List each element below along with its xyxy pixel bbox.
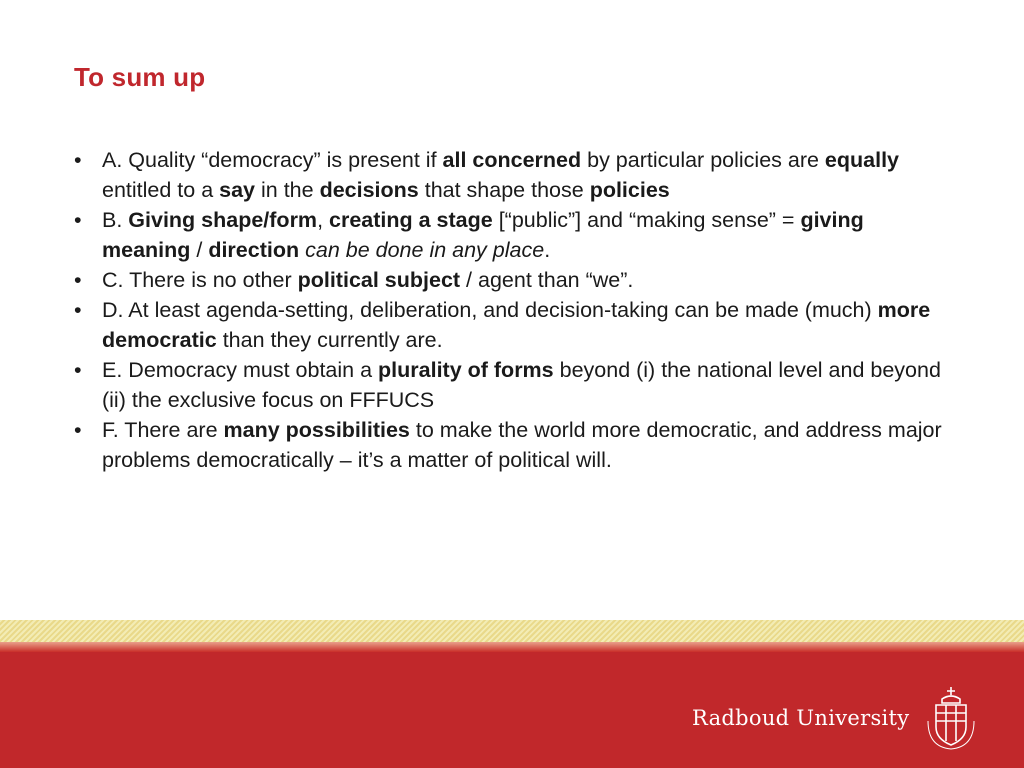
bullet-text-segment: more democratic bbox=[102, 298, 931, 352]
bullet-text-segment: to make the world more democratic, and address major problems democratically – it’s a matter of political will. bbox=[102, 418, 942, 472]
slide-title: To sum up bbox=[74, 62, 206, 92]
bullet-text-segment: all concerned bbox=[442, 148, 582, 172]
bullet-text-segment: F. There are bbox=[102, 418, 224, 442]
bullet-text-segment: , bbox=[317, 208, 330, 232]
bullet-e bbox=[74, 355, 954, 415]
bullet-text-segment: direction bbox=[208, 238, 300, 262]
bullet-text-segment: entitled to a bbox=[102, 178, 220, 202]
bullet-text-segment: plurality of forms bbox=[378, 358, 554, 382]
bullet-text-segment: giving meaning bbox=[102, 208, 864, 262]
bullet-text-segment: decisions bbox=[319, 178, 419, 202]
bullet-text-segment: C. There is no other bbox=[102, 268, 298, 292]
bullet-a bbox=[74, 145, 954, 205]
bullet-text-segment: political subject bbox=[297, 268, 461, 292]
bullet-c bbox=[74, 265, 954, 295]
bullet-b bbox=[74, 205, 954, 265]
bullet-text-segment: policies bbox=[589, 178, 670, 202]
bullet-text-segment: E. Democracy must obtain a bbox=[102, 358, 379, 382]
bullet-text-segment: many possibilities bbox=[223, 418, 410, 442]
bullet-text-segment: say bbox=[219, 178, 256, 202]
brand-name: Radboud University bbox=[692, 706, 910, 730]
decorative-fade bbox=[0, 642, 1024, 652]
bullet-text-segment: . bbox=[544, 238, 551, 262]
bullet-text-segment: B. bbox=[102, 208, 129, 232]
bullet-text-segment: equally bbox=[824, 148, 900, 172]
bullet-text-segment: can be done in any place bbox=[305, 238, 545, 262]
bullet-text-segment: A. Quality “democracy” is present if bbox=[102, 148, 443, 172]
bullet-text-segment: creating a stage bbox=[329, 208, 493, 232]
university-seal-icon bbox=[922, 683, 980, 753]
bullet-text-segment: in the bbox=[255, 178, 320, 202]
bullet-text-segment: / agent than “we”. bbox=[460, 268, 634, 292]
decorative-stripe bbox=[0, 620, 1024, 642]
bullet-text-segment: that shape those bbox=[418, 178, 590, 202]
bullet-text-segment: Giving shape/form bbox=[128, 208, 318, 232]
bullet-text-segment: beyond (i) the national level and beyond (ii) the exclusive focus on FFFUCS bbox=[102, 358, 941, 412]
bullet-list bbox=[74, 145, 954, 475]
bullet-f bbox=[74, 415, 954, 475]
bullet-text-segment: than they currently are. bbox=[216, 328, 443, 352]
bullet-d bbox=[74, 295, 954, 355]
bullet-text-segment: by particular policies are bbox=[581, 148, 825, 172]
bullet-text-segment: [“public”] and “making sense” = bbox=[492, 208, 801, 232]
bullet-text-segment: D. At least agenda-setting, deliberation, and decision-taking can be made (much) bbox=[102, 298, 878, 322]
bullet-text-segment: / bbox=[190, 238, 209, 262]
